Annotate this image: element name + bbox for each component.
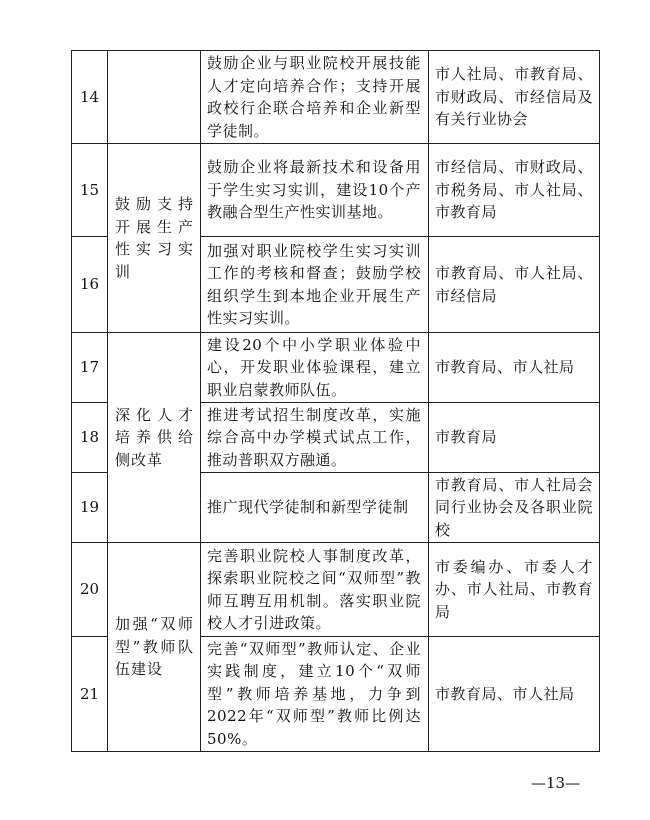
responsible-departments: 市经信局、市财政局、市税务局、市人社局、市教育局 [429,144,600,237]
table-row [72,144,600,237]
table-row [72,543,600,637]
task-description: 推进考试招生制度改革，实施综合高中办学模式试点工作，推动普职双方融通。 [201,403,429,473]
task-description: 加强对职业院校学生实习实训工作的考核和督查；鼓励学校组织学生到本地企业开展生产性实习实训。 [201,237,429,333]
row-number: 16 [72,237,108,333]
policy-task-table [71,50,600,752]
task-description: 完善“双师型”教师认定、企业实践制度，建立10个“双师型”教师培养基地，力争到2022年“双师型”教师比例达50%。 [201,637,429,752]
row-number: 21 [72,637,108,752]
focus-area: 深化人才培养供给侧改革 [108,333,201,543]
focus-area [108,51,201,144]
responsible-departments: 市教育局、市人社局 [429,333,600,403]
focus-area: 加强“双师型”教师队伍建设 [108,543,201,752]
focus-area: 鼓励支持开展生产性实习实训 [108,144,201,333]
responsible-departments: 市教育局 [429,403,600,473]
table-row [72,51,600,144]
responsible-departments: 市委编办、市委人才办、市人社局、市教育局 [429,543,600,637]
page-number: —13— [531,774,581,792]
row-number: 18 [72,403,108,473]
table-row [72,333,600,403]
task-description: 建设20个中小学职业体验中心，开发职业体验课程，建立职业启蒙教师队伍。 [201,333,429,403]
row-number: 14 [72,51,108,144]
task-description: 鼓励企业将最新技术和设备用于学生实习实训，建设10个产教融合型生产性实训基地。 [201,144,429,237]
responsible-departments: 市人社局、市教育局、市财政局、市经信局及有关行业协会 [429,51,600,144]
task-description: 完善职业院校人事制度改革，探索职业院校之间“双师型”教师互聘互用机制。落实职业院校人才引进政策。 [201,543,429,637]
row-number: 15 [72,144,108,237]
responsible-departments: 市教育局、市人社局、市经信局 [429,237,600,333]
responsible-departments: 市教育局、市人社局 [429,637,600,752]
responsible-departments: 市教育局、市人社局会同行业协会及各职业院校 [429,473,600,543]
task-description: 推广现代学徒制和新型学徒制 [201,473,429,543]
row-number: 17 [72,333,108,403]
row-number: 19 [72,473,108,543]
row-number: 20 [72,543,108,637]
task-description: 鼓励企业与职业院校开展技能人才定向培养合作；支持开展政校行企联合培养和企业新型学徒制。 [201,51,429,144]
